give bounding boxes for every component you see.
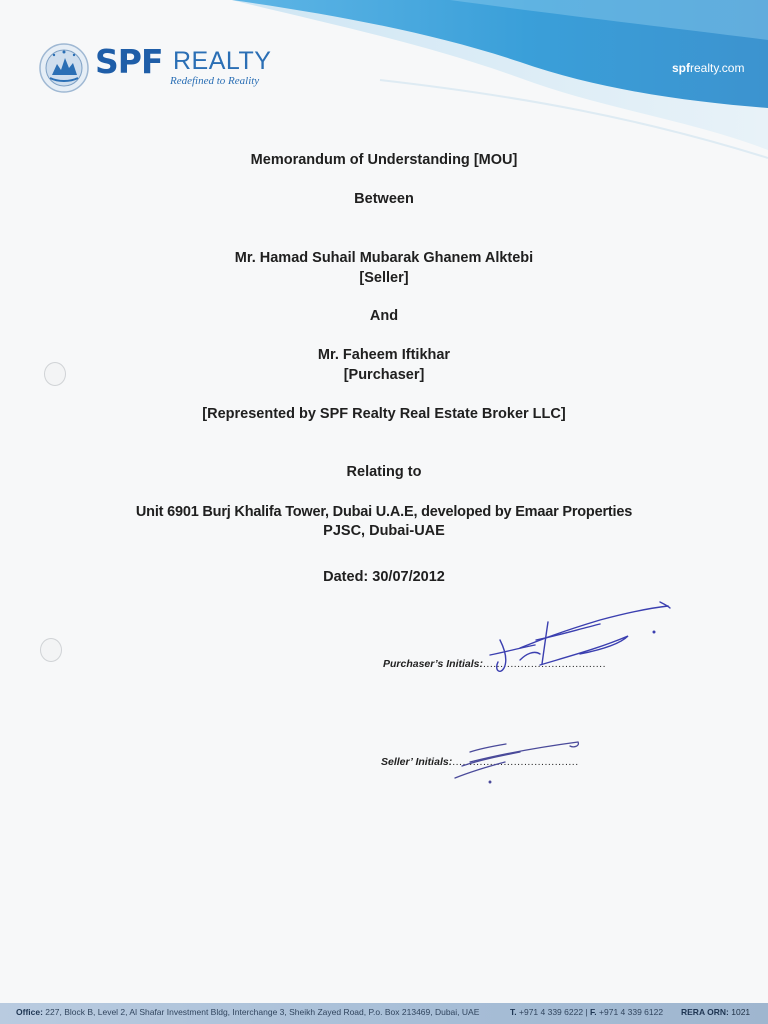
footer-office [16,1006,479,1018]
website-rest: realty.com [690,61,745,75]
website-bold: spf [672,61,690,75]
seller-initials-line [381,755,579,769]
purchaser-role: [Purchaser] [343,367,425,383]
represented-by: [Represented by SPF Realty Real Estate Broker LLC] [202,406,566,422]
footer-rera [681,1006,750,1018]
between-label: Between [354,191,414,207]
seller-name: Mr. Hamad Suhail Mubarak Ghanem Alktebi [234,250,534,266]
footer-contact [510,1006,663,1018]
logo-emblem-icon [38,42,90,94]
purchaser-name: Mr. Faheem Iftikhar [317,347,451,363]
footer-rera-label: RERA ORN: [681,1007,729,1017]
footer-separator: | [585,1007,588,1017]
website-link[interactable] [672,61,744,75]
property-description-line2: PJSC, Dubai-UAE [323,523,445,539]
footer-fax-label: F. [590,1007,597,1017]
footer-office-address: 227, Block B, Level 2, Al Shafar Investment Bldg, Interchange 3, Sheikh Zayed Road, P.o. Box 213469, Dubai, UAE [45,1007,480,1017]
logo-brand-spf: SPF [95,42,163,81]
purchaser-initials-line [383,657,606,671]
footer-fax: +971 4 339 6122 [599,1007,664,1017]
footer-rera-number: 1021 [731,1007,751,1017]
logo-brand-realty: REALTY [173,47,272,75]
footer-tel-label: T. [510,1007,517,1017]
dated-line: Dated: 30/07/2012 [323,569,445,585]
purchaser-initials-label: Purchaser’s Initials: [383,658,483,670]
seller-role: [Seller] [359,270,409,286]
document-title: Memorandum of Understanding [MOU] [250,152,518,168]
and-label: And [369,308,399,324]
purchaser-initials-dots: .................................... [483,658,607,670]
seller-initials-dots: ..................................... [452,756,579,768]
relating-to-label: Relating to [346,464,422,480]
punch-hole-lower [40,638,62,662]
footer-office-label: Office: [16,1007,43,1017]
footer-tel[interactable]: +971 4 339 6222 [519,1007,584,1017]
property-description-line1: Unit 6901 Burj Khalifa Tower, Dubai U.A.E, developed by Emaar Properties [135,504,633,520]
punch-hole-upper [44,362,66,386]
seller-initials-label: Seller’ Initials: [381,756,453,768]
logo-tagline: Redefined to Reality [170,75,260,87]
